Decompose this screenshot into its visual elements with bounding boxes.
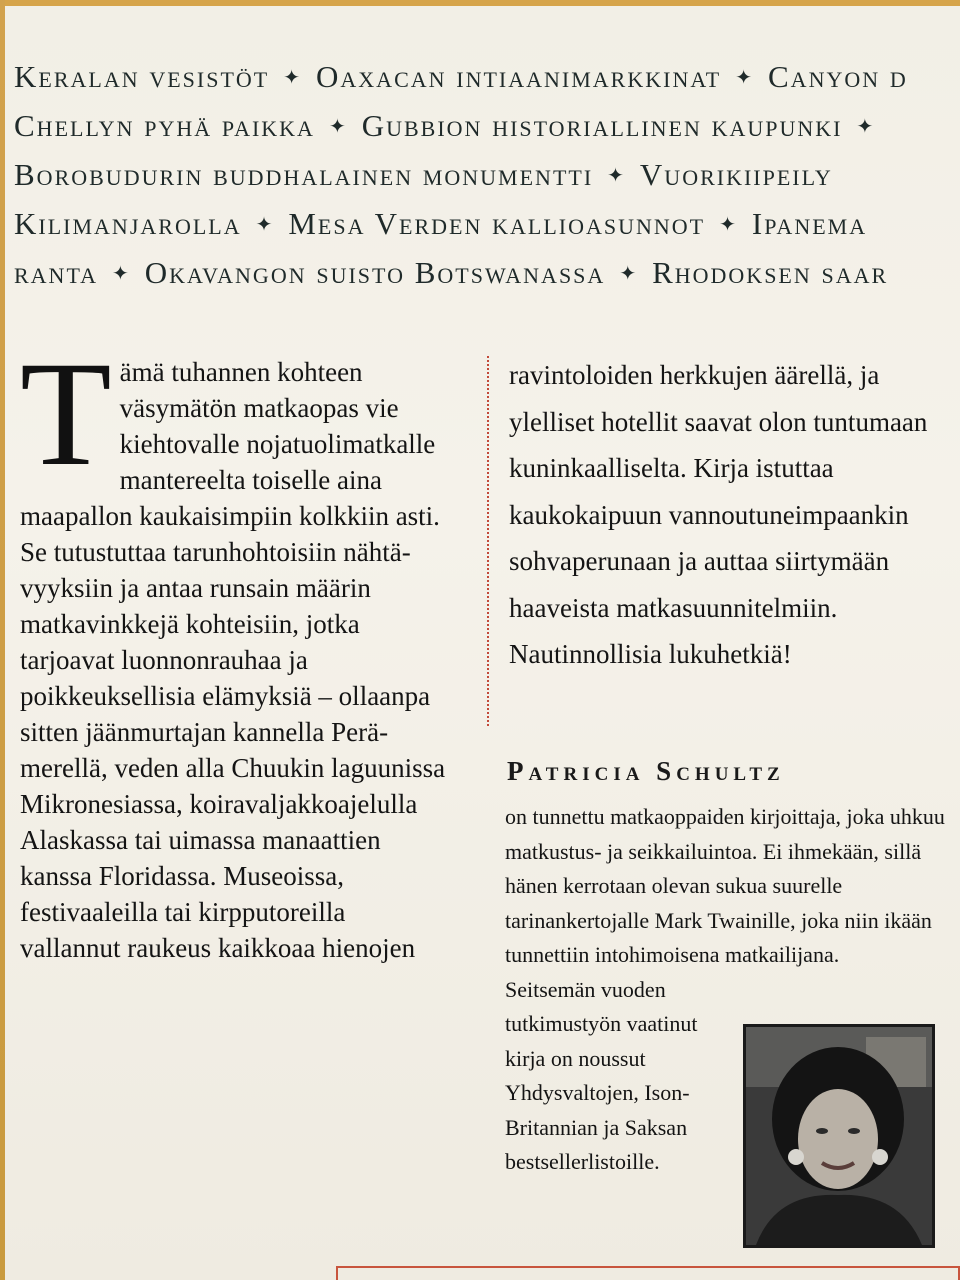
top-gold-rule	[0, 0, 960, 6]
diamond-separator-icon: ✦	[856, 116, 876, 138]
destination-item: Keralan vesistöt	[14, 59, 270, 94]
diamond-separator-icon: ✦	[619, 263, 639, 285]
bottom-frame	[336, 1266, 960, 1280]
banner-line	[14, 52, 960, 101]
drop-cap: T	[20, 331, 112, 497]
destination-item: Gubbion historiallinen kaupunki	[361, 108, 843, 143]
author-bio-narrow: Seitsemän vuoden tutkimustyön vaatinut kirja on noussut Yhdysvaltojen, Ison-Britannian ja Saksan bestsellerlistoille.	[505, 976, 698, 1174]
diamond-separator-icon: ✦	[283, 67, 303, 89]
banner-line	[14, 199, 960, 248]
banner-line	[14, 248, 960, 297]
destination-item: Ipanema	[751, 206, 868, 241]
destination-item: ranta	[14, 255, 99, 290]
author-photo	[743, 1024, 935, 1248]
diamond-separator-icon: ✦	[112, 263, 131, 285]
intro-text-continued	[509, 352, 959, 678]
destination-item: Mesa Verden kallioasunnot	[288, 206, 706, 241]
destination-item: Okavangon suisto Botswanassa	[144, 255, 606, 290]
destination-item: Kilimanjarolla	[14, 206, 242, 241]
destinations-banner	[14, 52, 960, 297]
destination-item: Borobudurin buddhalainen monumentti	[14, 157, 594, 192]
destination-item: Vuorikiipeily	[639, 157, 833, 192]
banner-line	[14, 150, 960, 199]
banner-line	[14, 101, 960, 150]
diamond-separator-icon: ✦	[719, 214, 738, 236]
destination-item: Chellyn pyhä paikka	[14, 108, 315, 143]
destination-item: Canyon d	[768, 59, 908, 94]
diamond-separator-icon: ✦	[607, 165, 626, 187]
column-divider	[487, 356, 489, 726]
diamond-separator-icon: ✦	[735, 67, 754, 89]
destination-item: Oaxacan intiaanimarkkinat	[316, 59, 722, 94]
diamond-separator-icon: ✦	[255, 214, 275, 236]
intro-text-column	[20, 331, 450, 966]
author-bio-wide: on tunnettu matkaoppaiden kirjoittaja, joka uhkuu matkustus- ja seikkailuintoa. Ei ihmekään, sillä hänen kerrotaan olevan sukua suurelle tarinankertojalle Mark Twainille, joka niin ikään tunnettiin intohimoisena matkailijana.	[505, 804, 945, 967]
intro-text: ämä tuhannen kohteen väsymätön matkaopas vie kiehtovalle nojatuolimatkalle mantereelta toiselle aina maapallon kaukaisimpiin kolkkiin asti. Se tutustuttaa tarunhohtoisiin nähtävyyksiin ja antaa runsain määrin matkavinkkejä kohteisiin, jotka tarjoavat luonnonrauhaa ja poikkeuksellisia elämyksiä – ollaanpa sitten jäänmurtajan kannella Perämerellä, veden alla Chuukin laguunissa Mikronesiassa, koiravaljakkoajelulla Alaskassa tai uimassa manaattien kanssa Floridassa. Museoissa, festivaaleilla tai kirpputoreilla vallannut raukeus kaikkoaa hienojen	[20, 357, 446, 963]
author-portrait-image	[746, 1027, 932, 1245]
left-gold-rule	[0, 0, 5, 1280]
intro-continued-text: ravintoloiden herkkujen äärellä, ja ylelliset hotellit saavat olon tuntumaan kuninkaalliselta. Kirja istuttaa kaukokaipuun vannoutuneimpaankin sohvaperunaan ja auttaa siirtymään haaveista matkasuunnitelmiin. Nautinnollisia lukuhetkiä!	[509, 360, 928, 669]
author-name: Patricia Schultz	[507, 756, 785, 786]
destination-item: Rhodoksen saar	[652, 255, 889, 290]
diamond-separator-icon: ✦	[328, 116, 348, 138]
